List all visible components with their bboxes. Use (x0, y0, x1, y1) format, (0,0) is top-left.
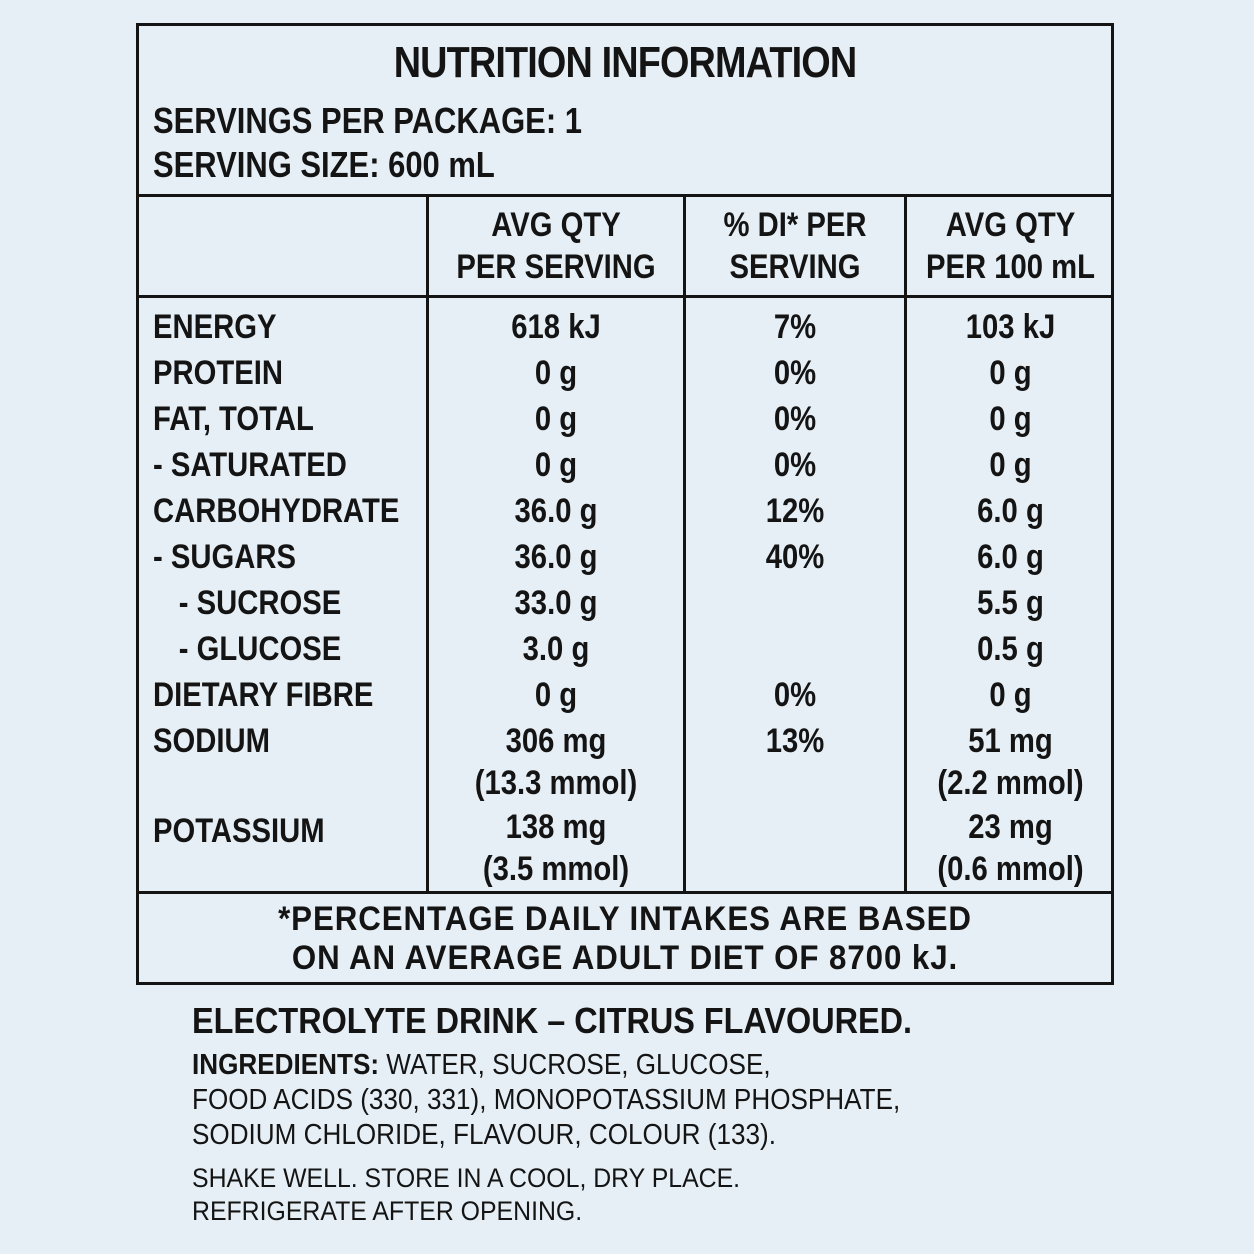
nutrient-label: - SUCROSE (178, 584, 342, 622)
per-100ml-mass: 51 mg (968, 722, 1053, 760)
per-100ml-value: 0 g (989, 354, 1032, 392)
nutrient-label: ENERGY (153, 308, 277, 346)
footnote-line: *PERCENTAGE DAILY INTAKES ARE BASED (278, 900, 972, 938)
column-header-line: % DI* PER (723, 206, 867, 244)
storage-line: SHAKE WELL. STORE IN A COOL, DRY PLACE. (192, 1163, 741, 1193)
servings-per-package: SERVINGS PER PACKAGE: 1 (153, 100, 582, 141)
storage-line: REFRIGERATE AFTER OPENING. (192, 1196, 583, 1226)
per-serving-value: 36.0 g (514, 538, 598, 576)
di-value: 0% (773, 446, 817, 484)
per-serving-value: 0 g (534, 400, 578, 438)
di-footnote (139, 891, 1111, 982)
ingredients-line (192, 1048, 900, 1083)
per-serving-value: 33.0 g (514, 584, 598, 622)
di-value: 0% (773, 676, 817, 714)
per-100ml-value: 0 g (989, 446, 1032, 484)
nutrient-label: PROTEIN (153, 354, 283, 392)
per-100ml-value: 0.5 g (977, 630, 1044, 668)
di-value: 0% (773, 354, 817, 392)
column-header-line: AVG QTY (945, 206, 1076, 244)
nutrient-label: - GLUCOSE (178, 630, 342, 668)
ingredients-list (192, 1048, 900, 1153)
per-100ml-value: 103 kJ (965, 308, 1056, 346)
per-serving-value: 36.0 g (514, 492, 598, 530)
per-serving-value (447, 806, 665, 890)
per-100ml-mmol: (0.6 mmol) (937, 850, 1084, 888)
column-header-line: AVG QTY (491, 206, 621, 244)
header-divider (139, 295, 1111, 298)
per-100ml-value: 6.0 g (977, 538, 1044, 576)
column-header-per-serving (447, 204, 665, 288)
nutrition-table (139, 194, 1111, 891)
per-serving-value: 0 g (534, 354, 578, 392)
product-name: ELECTROLYTE DRINK – CITRUS FLAVOURED. (192, 1000, 913, 1041)
column-divider (426, 194, 429, 891)
footnote-line: ON AN AVERAGE ADULT DIET OF 8700 kJ. (291, 939, 959, 977)
per-100ml-value (921, 806, 1099, 890)
di-value: 0% (773, 400, 817, 438)
per-serving-mmol: (3.5 mmol) (482, 850, 630, 888)
nutrient-label: - SUGARS (153, 538, 296, 576)
column-header-line: PER 100 mL (925, 248, 1096, 286)
serving-size: SERVING SIZE: 600 mL (153, 144, 495, 185)
ingredients-line: FOOD ACIDS (330, 331), MONOPOTASSIUM PHOSPHATE, (192, 1084, 901, 1116)
di-value: 13% (765, 722, 825, 760)
column-header-line: SERVING (729, 248, 861, 286)
column-header-per-100ml (921, 204, 1099, 288)
per-serving-mass: 306 mg (505, 722, 607, 760)
per-100ml-value: 0 g (989, 676, 1032, 714)
nutrient-label: FAT, TOTAL (153, 400, 314, 438)
per-serving-mmol: (13.3 mmol) (474, 764, 638, 802)
per-serving-value (447, 720, 665, 804)
per-100ml-value: 5.5 g (977, 584, 1044, 622)
nutrient-label: DIETARY FIBRE (153, 676, 374, 714)
nutrient-label: POTASSIUM (153, 812, 325, 850)
storage-instructions (192, 1162, 740, 1228)
panel-title: NUTRITION INFORMATION (393, 38, 857, 87)
per-100ml-mmol: (2.2 mmol) (937, 764, 1084, 802)
di-value: 40% (765, 538, 825, 576)
column-divider (683, 194, 686, 891)
column-divider (904, 194, 907, 891)
ingredients-line: SODIUM CHLORIDE, FLAVOUR, COLOUR (133). (192, 1119, 776, 1151)
per-100ml-value (921, 720, 1099, 804)
per-100ml-mass: 23 mg (968, 808, 1053, 846)
nutrient-label: - SATURATED (153, 446, 347, 484)
ingredients-text: WATER, SUCROSE, GLUCOSE, (379, 1049, 771, 1081)
per-serving-value: 618 kJ (511, 308, 601, 346)
per-100ml-value: 6.0 g (977, 492, 1044, 530)
per-100ml-value: 0 g (989, 400, 1032, 438)
nutrient-label: CARBOHYDRATE (153, 492, 400, 530)
nutrition-panel (136, 23, 1114, 985)
ingredients-label: INGREDIENTS: (192, 1049, 380, 1081)
column-header-di (701, 204, 888, 288)
per-serving-value: 0 g (534, 676, 578, 714)
panel-header (139, 26, 1111, 197)
di-value: 12% (765, 492, 825, 530)
per-serving-mass: 138 mg (505, 808, 607, 846)
per-serving-value: 3.0 g (522, 630, 590, 668)
per-serving-value: 0 g (534, 446, 578, 484)
nutrient-label: SODIUM (153, 722, 270, 760)
di-value: 7% (773, 308, 817, 346)
column-header-line: PER SERVING (456, 248, 656, 286)
